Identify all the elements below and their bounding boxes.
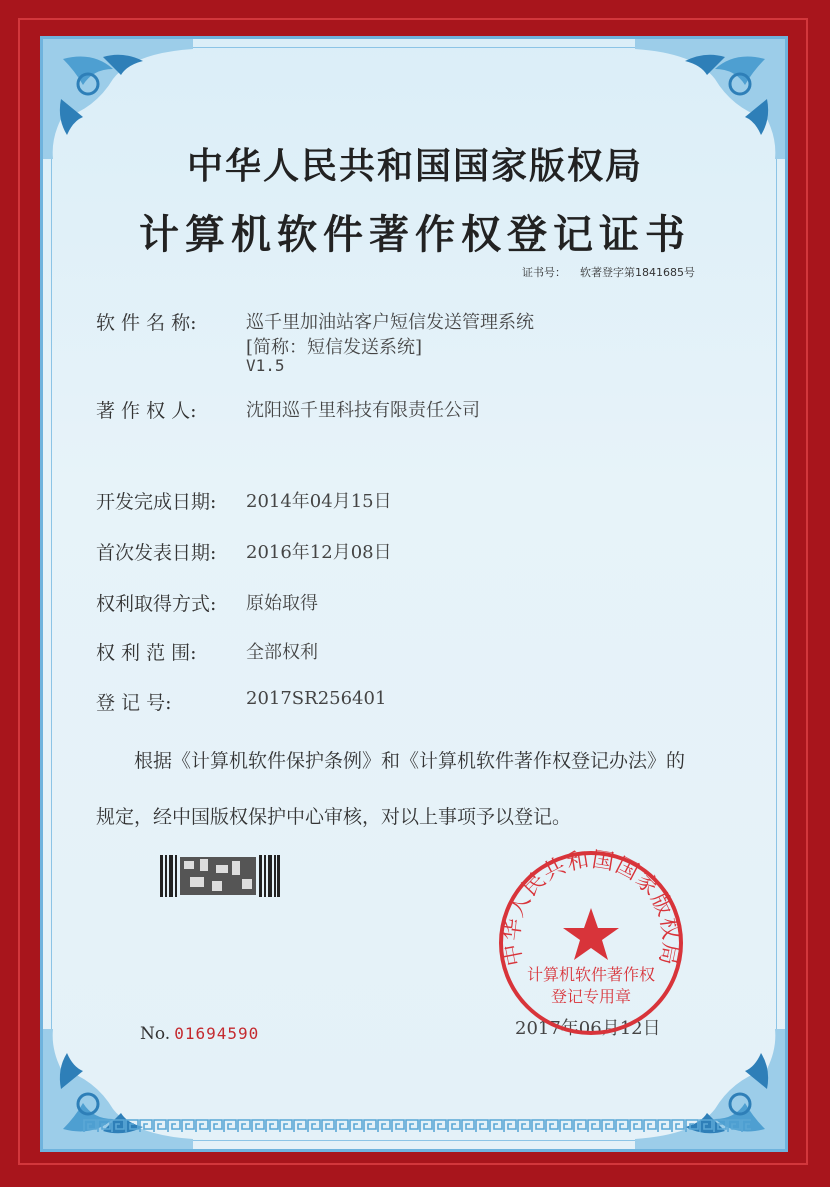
issuer-title: 中华人民共和国国家版权局: [186, 145, 643, 187]
owner-value: 沈阳巡千里科技有限责任公司: [246, 400, 480, 421]
acquisition-value: 原始取得: [246, 593, 318, 614]
scope-row: [96, 638, 318, 665]
acquisition-row: [96, 589, 318, 616]
seal-line-2: 登记专用章: [550, 987, 632, 1006]
software-version: V1.5: [246, 356, 285, 375]
registration-value: 2017SR256401: [246, 688, 387, 709]
statement-line-2: 规定，经中国版权保护中心审核，对以上事项予以登记。: [96, 806, 572, 828]
owner-label: 著 作 权 人:: [96, 400, 197, 422]
scope-value: 全部权利: [246, 642, 318, 663]
serial-number: [140, 1024, 259, 1044]
short-name: [简称：短信发送系统]: [246, 337, 423, 358]
serial-value: 01694590: [174, 1024, 260, 1043]
software-name-label: 软 件 名 称:: [96, 312, 197, 334]
seal-star-icon: [563, 908, 619, 960]
pub-date-value: 2016年12月08日: [246, 542, 392, 563]
owner-row: [96, 396, 480, 423]
statement-line-1: 根据《计算机软件保护条例》和《计算机软件著作权登记办法》的: [134, 750, 686, 772]
pub-date-label: 首次发表日期:: [96, 542, 217, 564]
official-seal: [496, 848, 686, 1038]
issue-date: 2017年06月12日: [515, 1018, 661, 1039]
certificate-number-value: 软著登字第1841685号: [580, 266, 695, 279]
software-name-value: 巡千里加油站客户短信发送管理系统: [246, 312, 534, 333]
dev-date-value: 2014年04月15日: [246, 491, 392, 512]
registration-row: [96, 688, 387, 715]
certificate-number: [522, 264, 709, 280]
dev-date-row: [96, 487, 392, 514]
dev-date-label: 开发完成日期:: [96, 491, 217, 513]
barcode: [160, 855, 280, 897]
seal-line-1: 计算机软件著作权: [526, 965, 656, 984]
registration-label: 登 记 号:: [96, 692, 172, 714]
certificate-title: 计算机软件著作权登记证书: [139, 211, 691, 258]
serial-label: No.: [140, 1024, 171, 1044]
scope-label: 权 利 范 围:: [96, 642, 197, 664]
software-name-row: [96, 308, 534, 335]
acquisition-label: 权利取得方式:: [96, 593, 217, 615]
certificate-number-label: 证书号：: [522, 266, 566, 279]
pub-date-row: [96, 538, 392, 565]
seal-arc-text: 中华人民共和国国家版权局: [499, 848, 683, 968]
